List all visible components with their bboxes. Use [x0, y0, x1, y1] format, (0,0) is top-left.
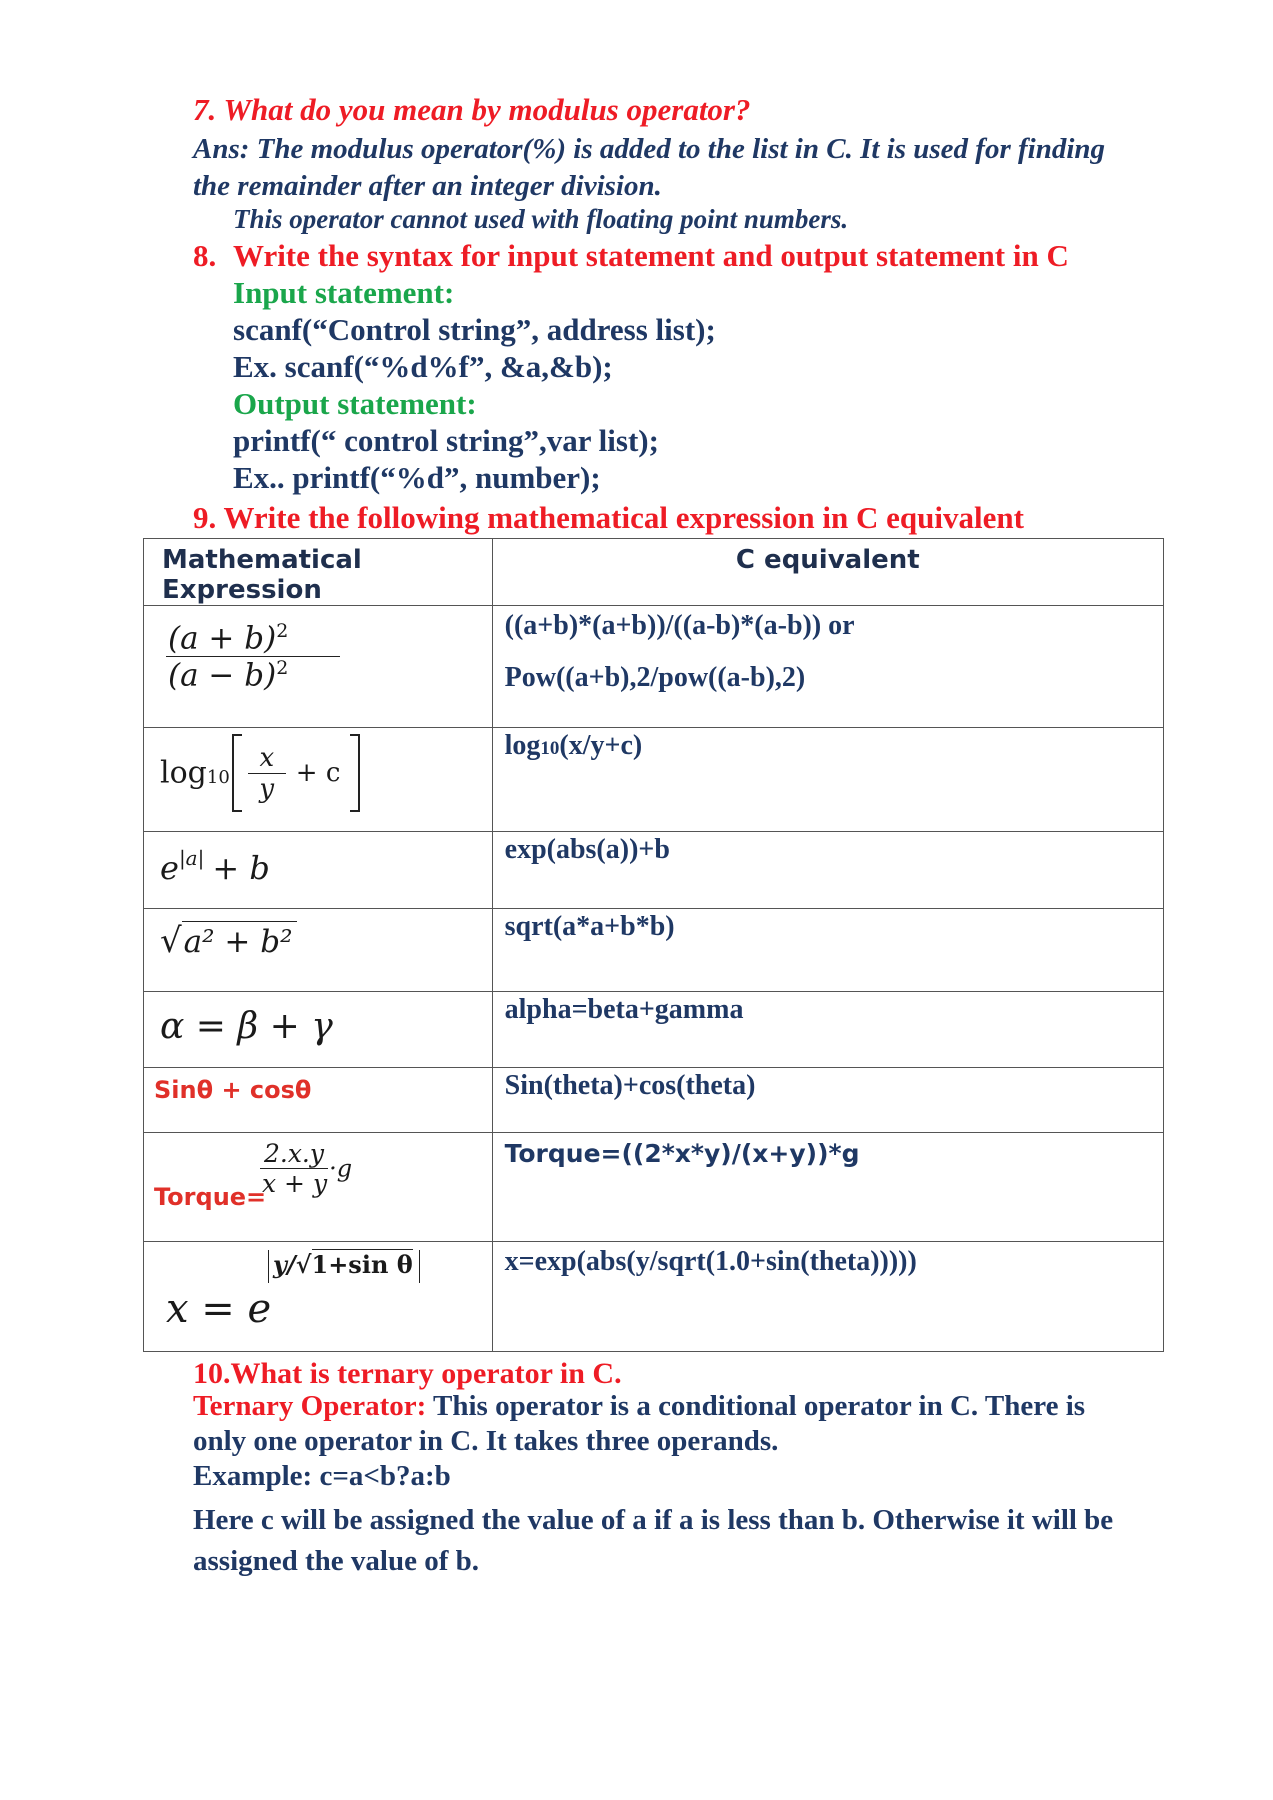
math-cell [144, 728, 493, 832]
exponent-abs: y/√1+sin θ [268, 1250, 420, 1279]
sin-cos-expression: Sinθ + cosθ [154, 1076, 312, 1104]
c-expression: log10(x/y+c) [504, 730, 643, 761]
sqrt-expression: √a² + b² [160, 921, 297, 961]
c-cell [492, 728, 1163, 832]
table-row [144, 832, 1164, 909]
question-8-text: Write the syntax for input statement and output statement in C [233, 238, 1069, 273]
table-row [144, 909, 1164, 992]
greek-expression: α = β + γ [160, 1006, 333, 1047]
ternary-label: Ternary Operator: [193, 1390, 427, 1422]
c-expression: ((a+b)*(a+b))/((a-b)*(a-b)) or [504, 610, 855, 641]
table-row [144, 1068, 1164, 1133]
c-cell [492, 606, 1163, 728]
table-row [144, 1133, 1164, 1242]
c-expression: exp(abs(a))+b [504, 834, 670, 865]
math-cell [144, 992, 493, 1068]
question-7-title: 7. What do you mean by modulus operator? [193, 92, 751, 127]
c-cell [492, 992, 1163, 1068]
table-header-row [144, 539, 1164, 606]
math-cell [144, 606, 493, 728]
question-7-answer: Ans: The modulus operator(%) is added to the list in C. It is used for finding the remainder after an integer division. [193, 133, 1106, 202]
fraction-ab: $\frac{(a + b)^2}{(a - b)^2}$ [166, 620, 340, 694]
output-syntax: printf(“ control string”,var list); [233, 423, 659, 458]
math-cell [144, 1242, 493, 1352]
output-statement-label: Output statement: [233, 386, 477, 421]
c-cell [492, 1242, 1163, 1352]
c-expression: Pow((a+b),2/pow((a-b),2) [504, 662, 806, 693]
question-8-title [193, 238, 1069, 274]
table-row [144, 1242, 1164, 1352]
ternary-explanation: Here c will be assigned the value of a if a is less than b. Otherwise it will be assigned the value of b. [193, 1504, 1114, 1577]
math-cell [144, 909, 493, 992]
c-expression: alpha=beta+gamma [504, 994, 744, 1025]
header-math-expression: Mathematical Expression [162, 545, 362, 605]
c-cell [492, 1133, 1163, 1242]
question-10-body [193, 1389, 1133, 1459]
table-row [144, 992, 1164, 1068]
expression-table [143, 538, 1164, 1352]
log-expression: $\log_{10}$ $\frac{x}{y}$ + c [160, 734, 360, 812]
math-cell [144, 832, 493, 909]
x-equals-e: x = e [166, 1286, 272, 1332]
c-cell [492, 909, 1163, 992]
question-10-title: 10.What is ternary operator in C. [193, 1357, 622, 1390]
table-row [144, 728, 1164, 832]
header-c-equivalent: C equivalent [735, 545, 920, 575]
torque-label: Torque= [154, 1183, 267, 1211]
question-8-number: 8. [193, 238, 217, 273]
c-expression: sqrt(a*a+b*b) [504, 911, 675, 942]
ternary-example: Example: c=a<b?a:b [193, 1460, 451, 1492]
torque-fraction: $\frac{2.x.y}{x + y}$ ·g [262, 1139, 353, 1198]
output-example: Ex.. printf(“%d”, number); [233, 460, 601, 495]
math-cell [144, 1068, 493, 1133]
c-expression: Sin(theta)+cos(theta) [504, 1070, 756, 1101]
c-expression: x=exp(abs(y/sqrt(1.0+sin(theta))))) [504, 1246, 917, 1277]
table-row [144, 606, 1164, 728]
c-cell [492, 1068, 1163, 1133]
question-9-title: 9. Write the following mathematical expression in C equivalent [193, 500, 1024, 535]
question-7-note: This operator cannot used with floating point numbers. [233, 204, 849, 234]
input-statement-label: Input statement: [233, 275, 455, 310]
math-cell [144, 1133, 493, 1242]
c-cell [492, 832, 1163, 909]
input-example: Ex. scanf(“%d%f”, &a,&b); [233, 349, 613, 384]
input-syntax: scanf(“Control string”, address list); [233, 312, 716, 347]
c-expression: Torque=((2*x*y)/(x+y))*g [504, 1139, 860, 1168]
exp-expression: $e^{|a|} + b$ [160, 846, 270, 887]
table-header-cell [144, 539, 493, 606]
table-header-cell [492, 539, 1163, 606]
ternary-description: This operator is a conditional operator in C. There is only one operator in C. It takes three operands. [193, 1390, 1086, 1457]
